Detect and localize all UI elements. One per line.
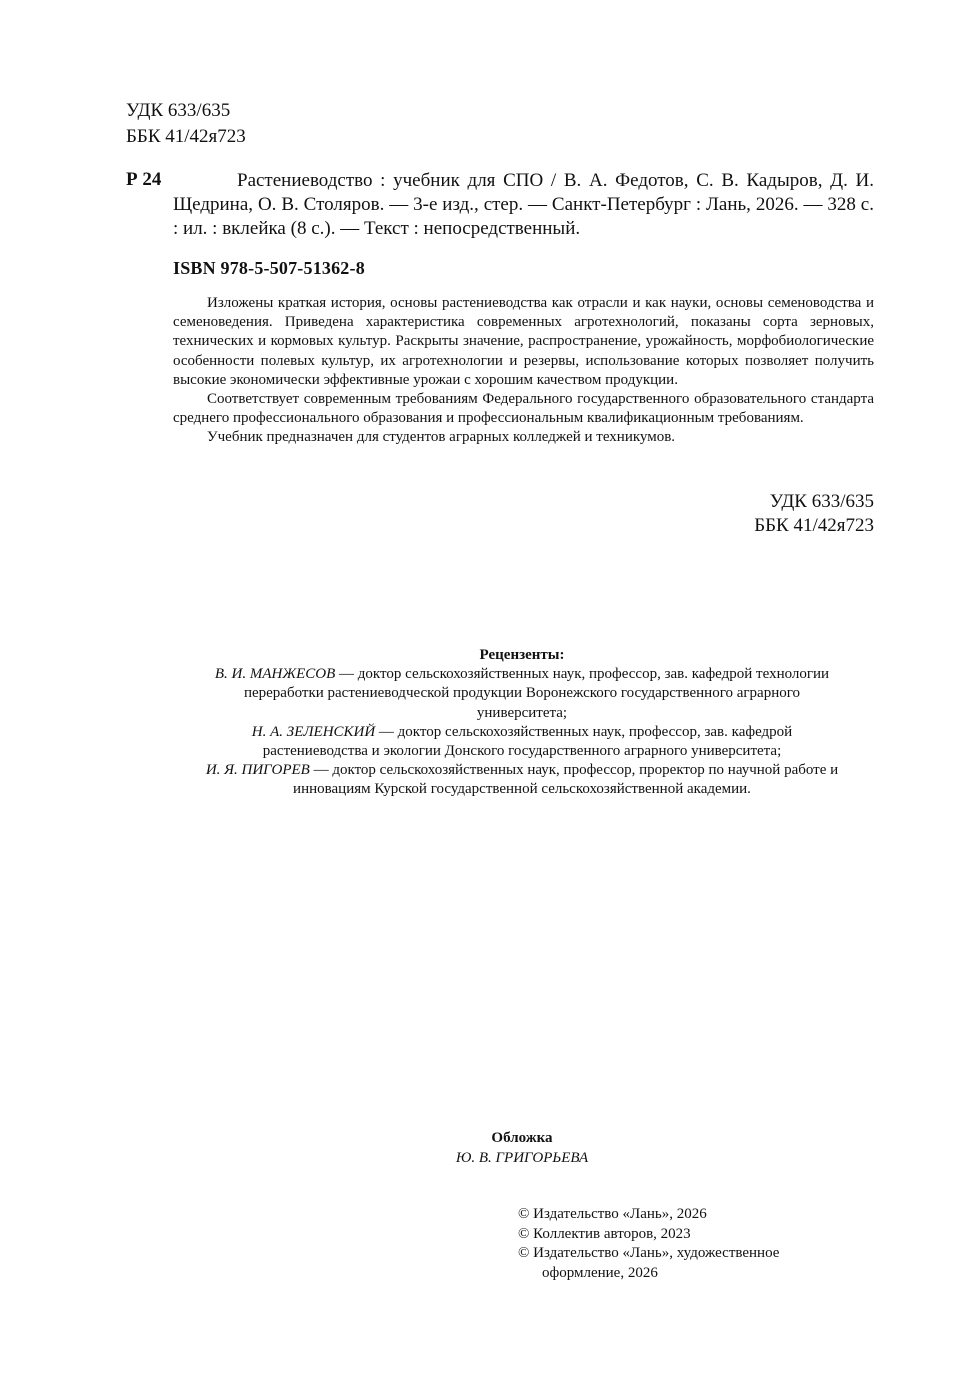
reviewer-desc: — доктор сельскохозяйственных наук, профессор, зав. кафедрой технологии переработки растениеводческой продукции Воронежского государственного аграрного университета; [243, 666, 830, 721]
reviewers-title: Рецензенты: [479, 647, 565, 663]
cover-title: Обложка [491, 1130, 553, 1146]
bbk-code: ББК 41/42я723 [754, 515, 874, 536]
author-sign: Р 24 [126, 169, 162, 190]
annotation-paragraph: Учебник предназначен для студентов аграрных колледжей и техникумов. [207, 429, 676, 446]
reviewer-desc: — доктор сельскохозяйственных наук, профессор, проректор по научной работе и инновациям Курской государственной сельскохозяйственной академии. [293, 762, 839, 798]
cover-credit [300, 1128, 744, 1168]
udk-bbk-header [126, 98, 246, 150]
isbn: ISBN 978-5-507-51362-8 [173, 258, 365, 278]
reviewer [200, 723, 844, 761]
udk-code: УДК 633/635 [126, 100, 231, 121]
reviewer [200, 761, 844, 799]
cover-designer: Ю. В. ГРИГОРЬЕВА [455, 1150, 589, 1166]
reviewer-name: Н. А. ЗЕЛЕНСКИЙ [251, 723, 376, 740]
reviewers-block [200, 646, 844, 800]
copyright-line: © Издательство «Лань», художественное [518, 1245, 780, 1261]
reviewer-name: В. И. МАНЖЕСОВ [214, 666, 336, 683]
copyright-line: © Коллектив авторов, 2023 [518, 1225, 691, 1242]
copyright-line: оформление, 2026 [542, 1264, 658, 1281]
bbk-code: ББК 41/42я723 [126, 126, 246, 147]
copyright-block [518, 1205, 838, 1283]
reviewer-desc: — доктор сельскохозяйственных наук, профессор, зав. кафедрой растениеводства и экологии Донского государственного аграрного университета; [262, 723, 793, 760]
reviewer [200, 665, 844, 723]
annotation [173, 294, 874, 448]
annotation-paragraph: Изложены краткая история, основы растениеводства как отрасли и как науки, основы семеноводства и семеноведения. Приведена характеристика современных агротехнологий, показаны сорта зерновых, технических и кормовых культур. Раскрыты значение, распространение, урожайность, морфобиологические особенности полевых культур, их агротехнологии и резервы, использование которых позволяет получить высокие экономически эффективные урожаи с хорошим качеством продукции. [173, 295, 874, 388]
udk-code: УДК 633/635 [769, 491, 874, 512]
annotation-paragraph: Соответствует современным требованиям Федерального государственного образовательного стандарта среднего профессионального образования и профессиональным квалификационным требованиям. [173, 391, 874, 427]
bibliographic-record: Растениеводство : учебник для СПО / В. А. Федотов, С. В. Кадыров, Д. И. Щедрина, О. В. Столяров. — 3-е изд., стер. — Санкт-Петербург : Лань, 2026. — 328 с. : ил. : вклейка (8 с.). — Текст : непосредственный. [173, 170, 874, 239]
reviewer-name: И. Я. ПИГОРЕВ [205, 762, 310, 779]
udk-bbk-footer [600, 490, 874, 538]
copyright-line: © Издательство «Лань», 2026 [518, 1206, 707, 1222]
